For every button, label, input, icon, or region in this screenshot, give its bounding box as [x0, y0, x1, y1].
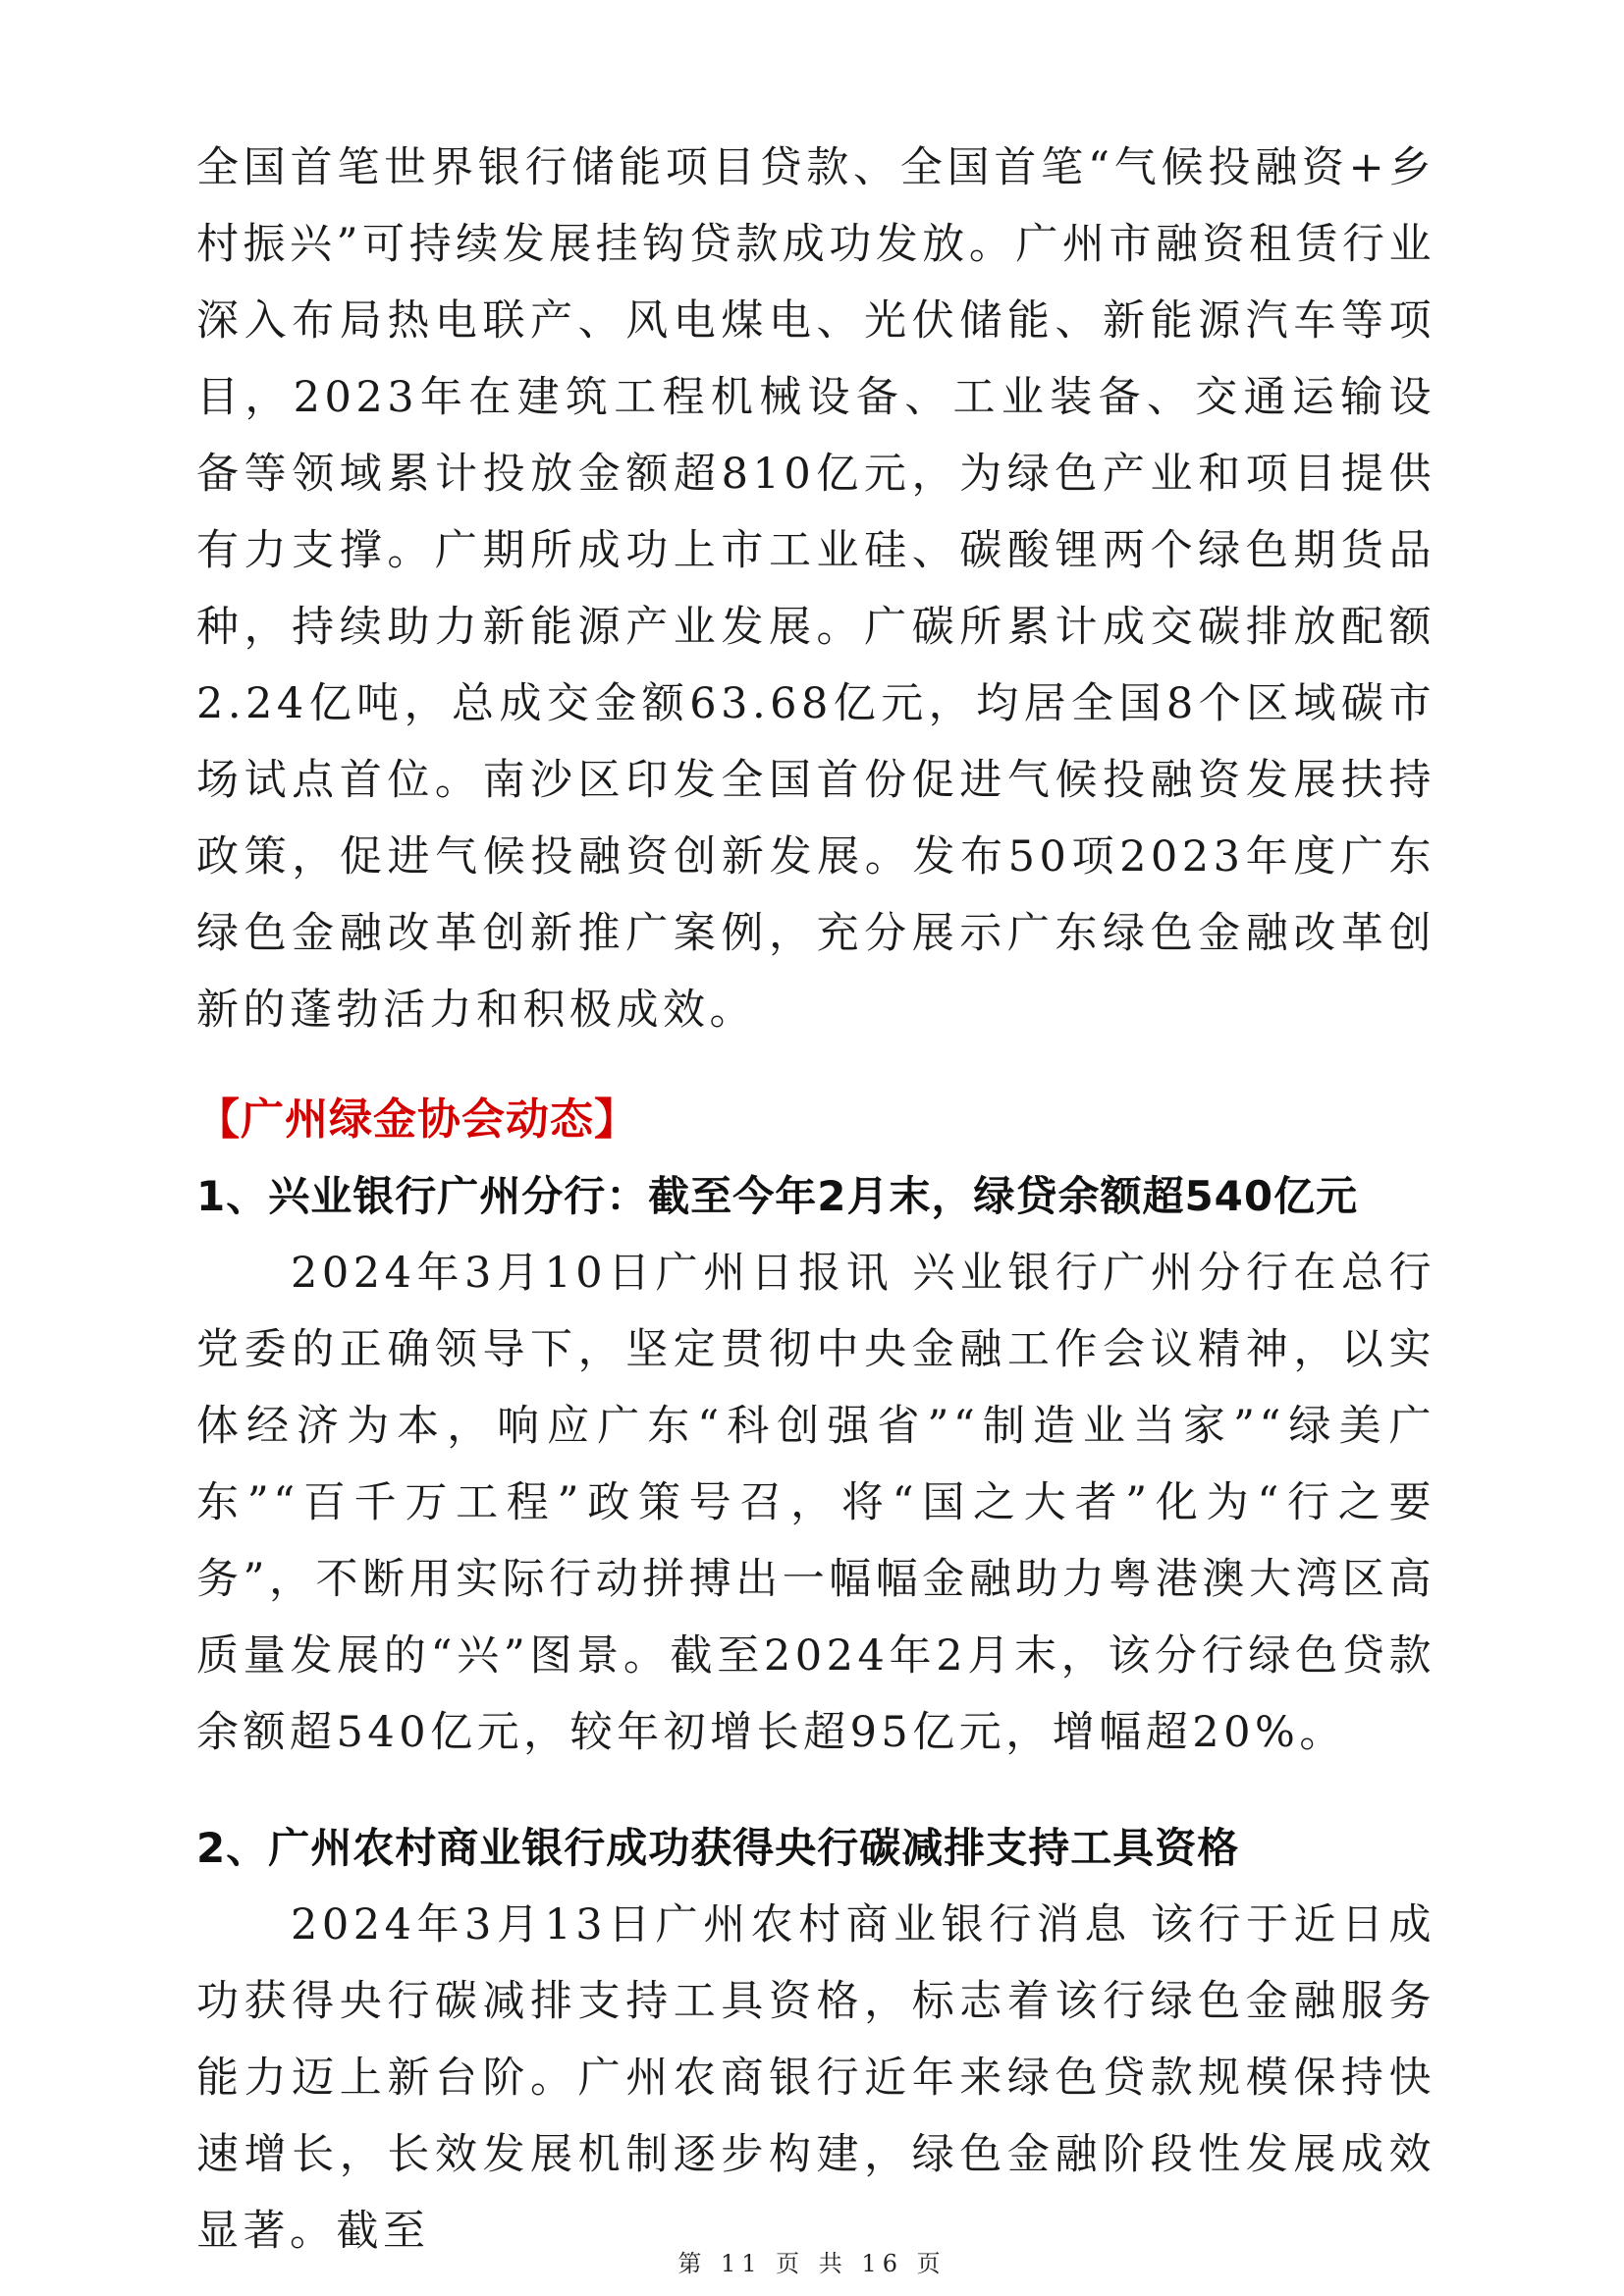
item-2-title: 2、广州农村商业银行成功获得央行碳减排支持工具资格 — [196, 1824, 1240, 1872]
item-2-paragraph: 2024年3月13日广州农村商业银行消息 该行于近日成功获得央行碳减排支持工具资格，标志着该行绿色金融服务能力迈上新台阶。广州农商银行近年来绿色贷款规模保持快速增长，长效发展机制逐步构建，绿色金融阶段性发展成效显著。截至 — [196, 1900, 1435, 2256]
page-content — [196, 130, 1435, 2269]
item-1-paragraph: 2024年3月10日广州日报讯 兴业银行广州分行在总行党委的正确领导下，坚定贯彻中央金融工作会议精神，以实体经济为本，响应广东“科创强省”“制造业当家”“绿美广东”“百千万工程”政策号召，将“国之大者”化为“行之要务”，不断用实际行动拼搏出一幅幅金融助力粤港澳大湾区高质量发展的“兴”图景。截至2024年2月末，该分行绿色贷款余额超540亿元，较年初增长超95亿元，增幅超20%。 — [196, 1249, 1435, 1757]
section-header: 【广州绿金协会动态】 — [196, 1095, 638, 1145]
item-1-title: 1、兴业银行广州分行：截至今年2月末，绿贷余额超540亿元 — [196, 1172, 1359, 1220]
body-paragraph: 全国首笔世界银行储能项目贷款、全国首笔“气候投融资+乡村振兴”可持续发展挂钩贷款成功发放。广州市融资租赁行业深入布局热电联产、风电煤电、光伏储能、新能源汽车等项目，2023年在建筑工程机械设备、工业装备、交通运输设备等领域累计投放金额超810亿元，为绿色产业和项目提供有力支撑。广期所成功上市工业硅、碳酸锂两个绿色期货品种，持续助力新能源产业发展。广碳所累计成交碳排放配额2.24亿吨，总成交金额63.68亿元，均居全国8个区域碳市场试点首位。南沙区印发全国首份促进气候投融资发展扶持政策，促进气候投融资创新发展。发布50项2023年度广东绿色金融改革创新推广案例，充分展示广东绿色金融改革创新的蓬勃活力和积极成效。 — [196, 143, 1435, 1035]
page-number-footer: 第 11 页 共 16 页 — [677, 2250, 947, 2277]
